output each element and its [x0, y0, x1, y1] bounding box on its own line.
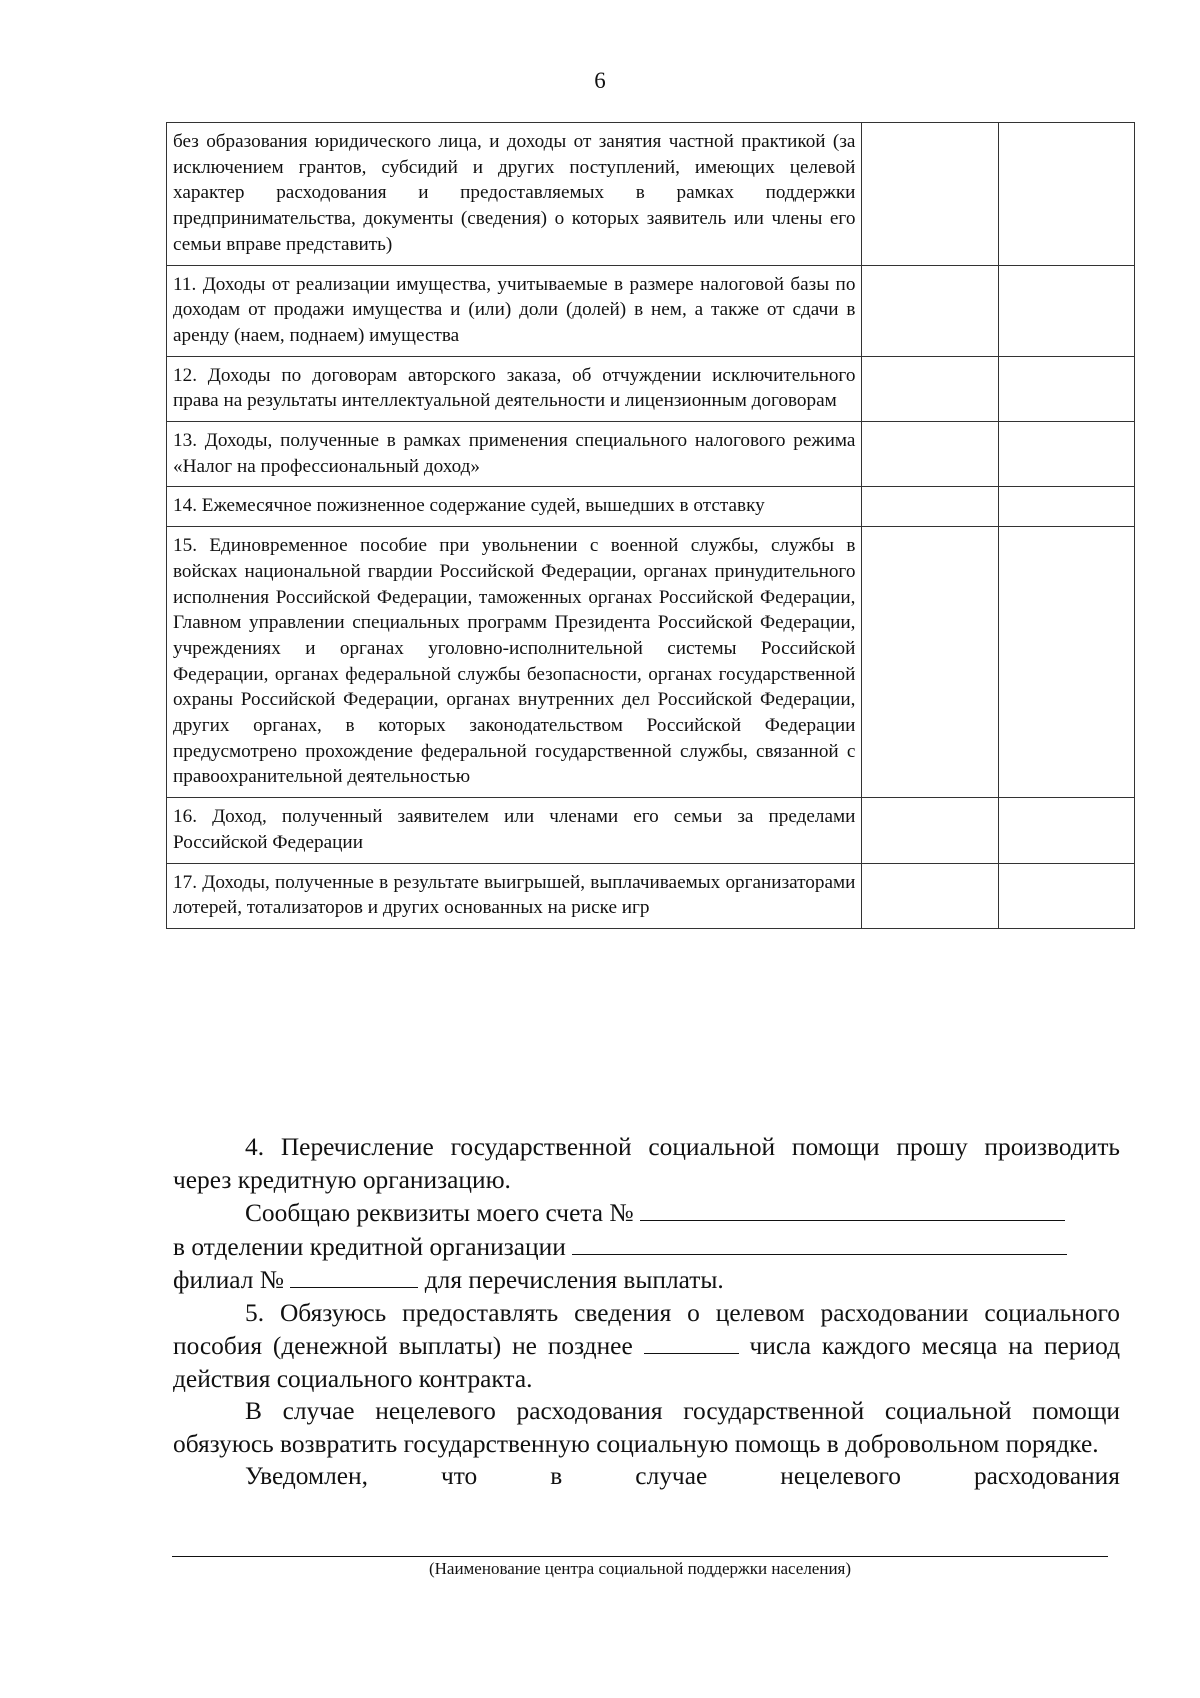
notified-word: случае	[635, 1462, 708, 1490]
bank-branch-line	[173, 1230, 1120, 1264]
income-value-cell	[862, 487, 998, 527]
reporting-obligation-paragraph	[173, 1297, 1120, 1396]
body-text	[173, 1131, 1120, 1493]
table-row	[167, 123, 1135, 266]
notified-word: Уведомлен,	[245, 1462, 368, 1490]
account-number-field[interactable]	[640, 1196, 1065, 1221]
income-description-cell: 11. Доходы от реализации имущества, учитываемые в размере налоговой базы по доходам от продажи имущества и (или) доли (долей) в нем, а также от сдачи в аренду (наем, поднаем) имущества	[167, 265, 862, 356]
table-row	[167, 356, 1135, 421]
reporting-day-field[interactable]	[644, 1329, 739, 1354]
notified-word: нецелевого	[780, 1462, 901, 1490]
misuse-return-paragraph: В случае нецелевого расходования государственной социальной помощи обязуюсь возвратить государственную социальную помощь в добровольном порядке.	[173, 1397, 1120, 1458]
notified-word: в	[550, 1462, 563, 1490]
income-description-cell: 17. Доходы, полученные в результате выигрышей, выплачиваемых организаторами лотерей, тотализаторов и других основанных на риске игр	[167, 863, 862, 928]
income-value-cell	[998, 123, 1134, 266]
income-description-cell: 15. Единовременное пособие при увольнении с военной службы, службы в войсках национальной гвардии Российской Федерации, органах принудительного исполнения Российской Федерации, таможенных органах Российской Федерации, Главном управлении специальных программ Президента Российской Федерации, учреждениях и органах уголовно-исполнительной системы Российской Федерации, органах федеральной службы безопасности, органах государственной охраны Российской Федерации, органах внутренних дел Российской Федерации, других органах, в которых законодательством Российской Федерации предусмотрено прохождение федеральной государственной службы, связанной с правоохранительной деятельностью	[167, 527, 862, 798]
table-row	[167, 265, 1135, 356]
table-row	[167, 487, 1135, 527]
bank-branch-label: в отделении кредитной организации	[173, 1232, 566, 1261]
income-value-cell	[998, 487, 1134, 527]
income-description-cell: без образования юридического лица, и доходы от занятия частной практикой (за исключением грантов, субсидий и других поступлений, имеющих целевой характер расходования и предоставляемых в рамках поддержки предпринимательства, документы (сведения) о которых заявитель или члены его семьи вправе представить)	[167, 123, 862, 266]
income-value-cell	[862, 265, 998, 356]
reporting-obligation-text-end: числа каждого месяца на период действия социального контракта.	[173, 1332, 1120, 1393]
income-value-cell	[998, 527, 1134, 798]
center-name-caption: (Наименование центра социальной поддержки населения)	[428, 1559, 852, 1578]
filial-line	[173, 1263, 1120, 1297]
table-row	[167, 798, 1135, 863]
income-value-cell	[862, 798, 998, 863]
income-value-cell	[998, 863, 1134, 928]
filial-label: филиал №	[173, 1266, 285, 1294]
income-description-cell: 16. Доход, полученный заявителем или членами его семьи за пределами Российской Федерации	[167, 798, 862, 863]
table-row	[167, 863, 1135, 928]
table-row	[167, 527, 1135, 798]
account-label: Сообщаю реквизиты моего счета №	[245, 1199, 634, 1227]
reporting-obligation-text: 5. Обязуюсь предоставлять сведения о целевом расходовании социального пособия (денежной выплаты) не позднее	[173, 1298, 1120, 1360]
bank-branch-field[interactable]	[572, 1230, 1067, 1255]
income-value-cell	[998, 798, 1134, 863]
income-value-cell	[862, 123, 998, 266]
payment-method-paragraph: 4. Перечисление государственной социальной помощи прошу производить через кредитную организацию.	[173, 1133, 1120, 1194]
notified-line	[173, 1460, 1120, 1493]
income-table	[166, 122, 1135, 929]
income-value-cell	[862, 863, 998, 928]
income-value-cell	[998, 422, 1134, 487]
filial-suffix: для перечисления выплаты.	[424, 1266, 724, 1294]
account-details-line	[173, 1196, 1120, 1230]
filial-number-field[interactable]	[290, 1263, 418, 1288]
center-name-field[interactable]	[172, 1556, 1108, 1557]
income-description-cell: 13. Доходы, полученные в рамках применения специального налогового режима «Налог на профессиональный доход»	[167, 422, 862, 487]
income-value-cell	[862, 356, 998, 421]
income-value-cell	[998, 265, 1134, 356]
income-description-cell: 12. Доходы по договорам авторского заказа, об отчуждении исключительного права на результаты интеллектуальной деятельности и лицензионным договорам	[167, 356, 862, 421]
income-value-cell	[998, 356, 1134, 421]
notified-word: расходования	[973, 1462, 1120, 1490]
notified-word: что	[441, 1462, 478, 1490]
table-row	[167, 422, 1135, 487]
income-value-cell	[862, 422, 998, 487]
income-value-cell	[862, 527, 998, 798]
page-number: 6	[594, 68, 606, 93]
income-description-cell: 14. Ежемесячное пожизненное содержание судей, вышедших в отставку	[167, 487, 862, 527]
